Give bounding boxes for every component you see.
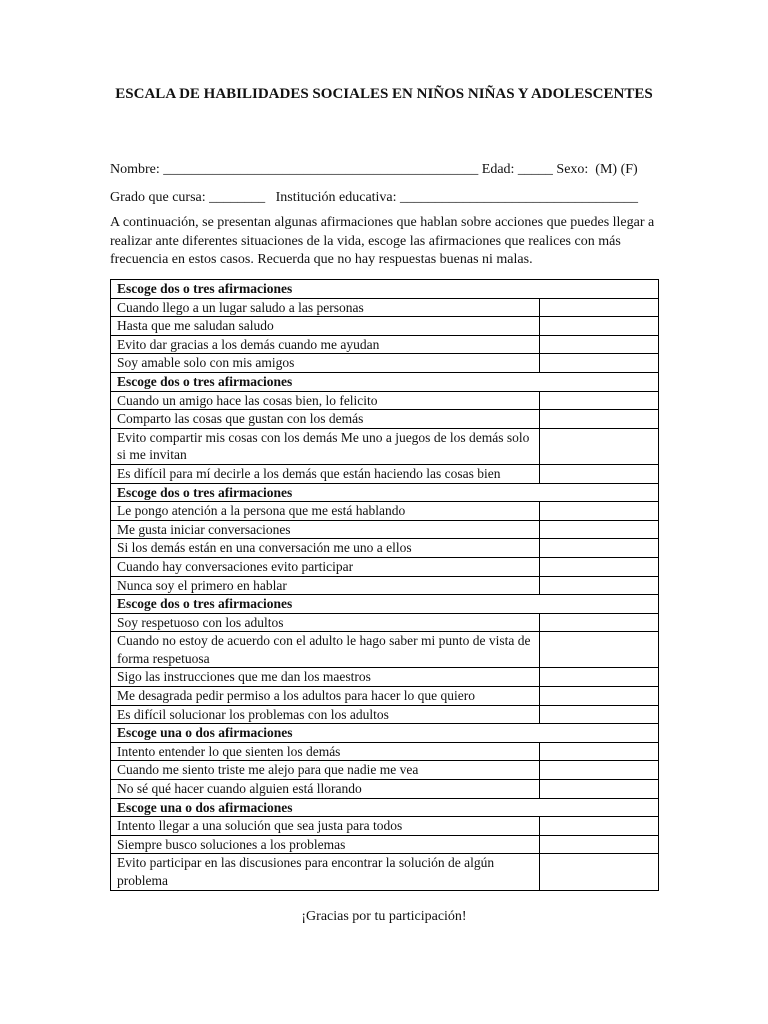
statements-table (110, 279, 659, 891)
statement-row (111, 428, 659, 464)
section-header-row (111, 483, 659, 502)
statement-row (111, 557, 659, 576)
statement-row (111, 817, 659, 836)
statement-text: Comparto las cosas que gustan con los demás (111, 410, 540, 429)
instructions-paragraph: A continuación, se presentan algunas afirmaciones que hablan sobre acciones que puedes llegar a realizar ante diferentes situaciones de la vida, escoge las afirmaciones que realices con más frecuencia en estos casos. Recuerda que no hay respuestas buenas ni malas. (110, 215, 655, 267)
statement-row (111, 298, 659, 317)
statement-row (111, 742, 659, 761)
statement-row (111, 410, 659, 429)
statement-row (111, 761, 659, 780)
section-header-row (111, 595, 659, 614)
statement-row (111, 668, 659, 687)
statement-row (111, 854, 659, 890)
statement-text: Intento llegar a una solución que sea justa para todos (111, 817, 540, 836)
statement-text: Me gusta iniciar conversaciones (111, 520, 540, 539)
statement-text: Cuando un amigo hace las cosas bien, lo felicito (111, 391, 540, 410)
statement-text: Soy respetuoso con los adultos (111, 613, 540, 632)
statement-row (111, 317, 659, 336)
statement-text: Es difícil solucionar los problemas con los adultos (111, 705, 540, 724)
statement-row (111, 520, 659, 539)
closing-message: ¡Gracias por tu participación! (301, 909, 467, 924)
grade-institution-fields: Grado que cursa: ________ Institución educativa: __________________________________ (110, 190, 639, 205)
statement-answer-cell[interactable] (540, 354, 659, 373)
document-title: ESCALA DE HABILIDADES SOCIALES EN NIÑOS NIÑAS Y ADOLESCENTES (115, 86, 653, 102)
statement-answer-cell[interactable] (540, 520, 659, 539)
statement-answer-cell[interactable] (540, 854, 659, 890)
section-header-row (111, 372, 659, 391)
statement-text: Intento entender lo que sienten los demás (111, 742, 540, 761)
statement-row (111, 687, 659, 706)
statement-row (111, 354, 659, 373)
statement-text: Sigo las instrucciones que me dan los maestros (111, 668, 540, 687)
section-header-row (111, 724, 659, 743)
statement-row (111, 613, 659, 632)
statement-row (111, 576, 659, 595)
statement-answer-cell[interactable] (540, 539, 659, 558)
section-header-row (111, 798, 659, 817)
statement-text: Evito participar en las discusiones para encontrar la solución de algún problema (111, 854, 540, 890)
statement-text: Le pongo atención a la persona que me está hablando (111, 502, 540, 521)
statement-row (111, 539, 659, 558)
section-header: Escoge dos o tres afirmaciones (111, 595, 659, 614)
statement-text: Evito dar gracias a los demás cuando me ayudan (111, 335, 540, 354)
statement-text: Cuando hay conversaciones evito participar (111, 557, 540, 576)
statement-answer-cell[interactable] (540, 464, 659, 483)
statement-text: Si los demás están en una conversación me uno a ellos (111, 539, 540, 558)
statement-text: Cuando llego a un lugar saludo a las personas (111, 298, 540, 317)
statement-text: Es difícil para mí decirle a los demás que están haciendo las cosas bien (111, 464, 540, 483)
statement-text: Evito compartir mis cosas con los demás Me uno a juegos de los demás solo si me invitan (111, 428, 540, 464)
statement-row (111, 705, 659, 724)
statement-answer-cell[interactable] (540, 613, 659, 632)
statement-answer-cell[interactable] (540, 502, 659, 521)
statement-answer-cell[interactable] (540, 576, 659, 595)
section-header: Escoge una o dos afirmaciones (111, 724, 659, 743)
statement-row (111, 391, 659, 410)
statement-answer-cell[interactable] (540, 557, 659, 576)
statement-answer-cell[interactable] (540, 410, 659, 429)
section-header: Escoge una o dos afirmaciones (111, 798, 659, 817)
statement-answer-cell[interactable] (540, 317, 659, 336)
statement-row (111, 632, 659, 668)
statement-answer-cell[interactable] (540, 780, 659, 799)
statement-answer-cell[interactable] (540, 742, 659, 761)
section-header: Escoge dos o tres afirmaciones (111, 372, 659, 391)
statement-row (111, 780, 659, 799)
statement-row (111, 502, 659, 521)
statement-answer-cell[interactable] (540, 817, 659, 836)
statement-text: No sé qué hacer cuando alguien está llorando (111, 780, 540, 799)
statement-answer-cell[interactable] (540, 335, 659, 354)
statement-answer-cell[interactable] (540, 668, 659, 687)
statement-text: Soy amable solo con mis amigos (111, 354, 540, 373)
name-age-sex-fields: Nombre: _____________________________________________ Edad: _____ Sexo: (M) (F) (110, 162, 638, 177)
section-header: Escoge dos o tres afirmaciones (111, 483, 659, 502)
statements-table-body (111, 280, 659, 891)
statement-row (111, 464, 659, 483)
statement-row (111, 835, 659, 854)
statement-text: Cuando me siento triste me alejo para que nadie me vea (111, 761, 540, 780)
section-header: Escoge dos o tres afirmaciones (111, 280, 659, 299)
statement-answer-cell[interactable] (540, 687, 659, 706)
statement-answer-cell[interactable] (540, 705, 659, 724)
statement-text: Cuando no estoy de acuerdo con el adulto le hago saber mi punto de vista de forma respetuosa (111, 632, 540, 668)
statement-text: Me desagrada pedir permiso a los adultos para hacer lo que quiero (111, 687, 540, 706)
statement-row (111, 335, 659, 354)
statement-text: Hasta que me saludan saludo (111, 317, 540, 336)
statement-text: Siempre busco soluciones a los problemas (111, 835, 540, 854)
statement-text: Nunca soy el primero en hablar (111, 576, 540, 595)
statement-answer-cell[interactable] (540, 632, 659, 668)
statement-answer-cell[interactable] (540, 298, 659, 317)
statement-answer-cell[interactable] (540, 835, 659, 854)
statement-answer-cell[interactable] (540, 391, 659, 410)
statement-answer-cell[interactable] (540, 761, 659, 780)
section-header-row (111, 280, 659, 299)
statement-answer-cell[interactable] (540, 428, 659, 464)
